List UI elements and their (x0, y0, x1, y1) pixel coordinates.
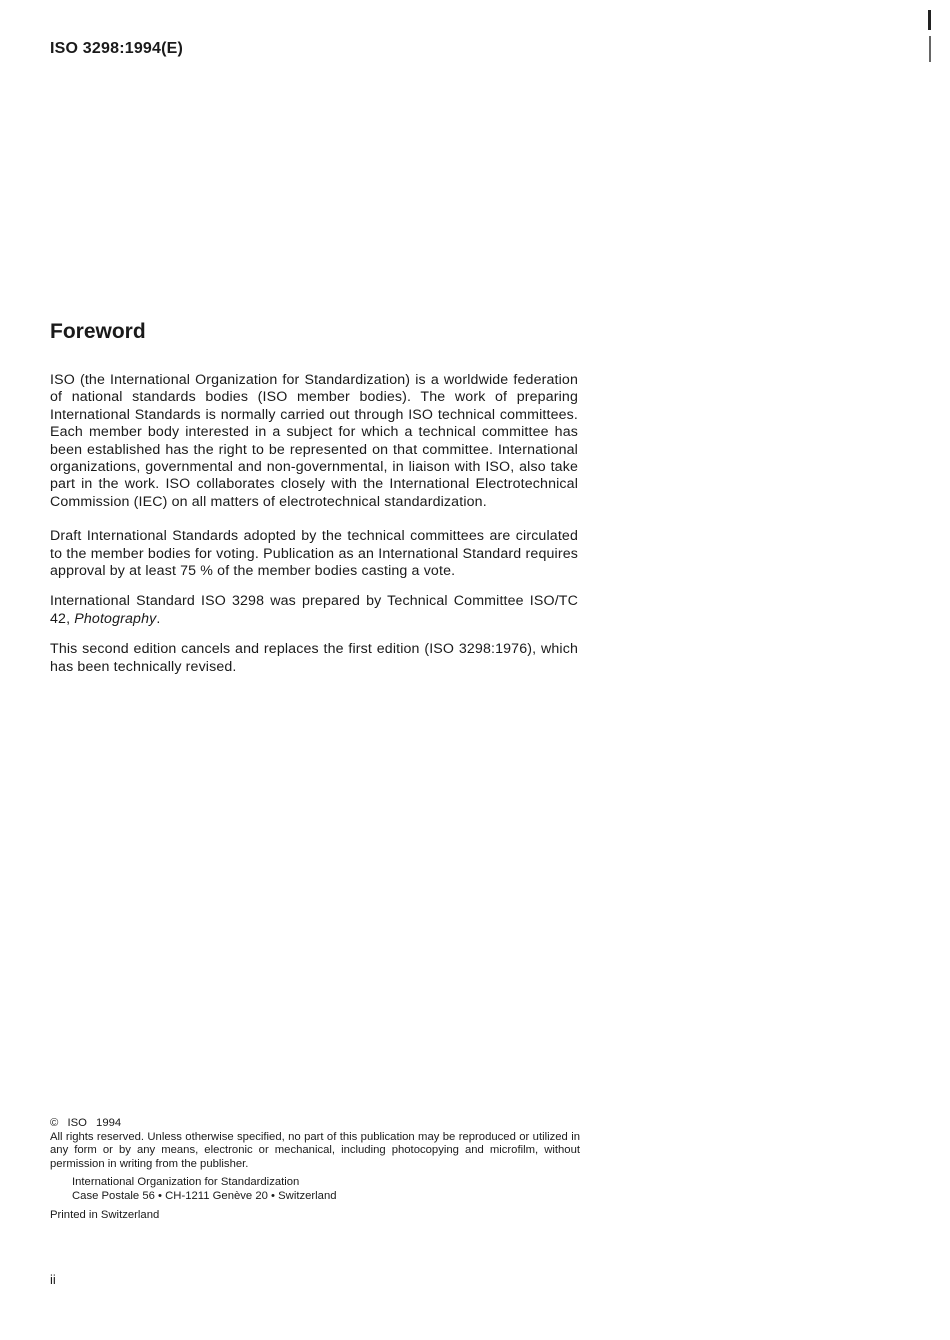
paragraph-iso-intro: ISO (the International Organization for Standardization) is a worldwide federation of national standards bodies (ISO member bodies). The work of preparing International Standards is normally carried out through ISO technical committees. Each member body interested in a subject for which a technical committee has been established has the right to be represented on that committee. International organizations, governmental and non-governmental, in liaison with ISO, also take part in the work. ISO collaborates closely with the International Electrotechnical Commission (IEC) on all matters of electrotechnical standardization. (50, 372, 578, 510)
printed-in: Printed in Switzerland (50, 1208, 160, 1221)
paragraph-prepared-by (50, 593, 578, 628)
paragraph-draft-standards: Draft International Standards adopted by the technical committees are circulated to the member bodies for voting. Publication as an International Standard requires approval by at least 75 % of the member bodies casting a vote. (50, 528, 578, 580)
publisher-address (72, 1176, 580, 1203)
committee-name: Photography (74, 610, 157, 627)
prepared-by-end: . (156, 610, 161, 627)
scan-edge-mark (928, 10, 931, 30)
scan-edge-mark-small (929, 36, 931, 62)
page-number: ii (50, 1272, 56, 1287)
org-address: Case Postale 56 • CH-1211 Genève 20 • Switzerland (72, 1189, 337, 1202)
foreword-body (50, 372, 578, 693)
org-name: International Organization for Standardization (72, 1176, 300, 1189)
paragraph-edition-note: This second edition cancels and replaces the first edition (ISO 3298:1976), which has been technically revised. (50, 641, 578, 675)
copyright-footer (50, 1117, 580, 1222)
rights-statement: All rights reserved. Unless otherwise specified, no part of this publication may be reproduced or utilized in any form or by any means, electronic or mechanical, including photocopying and microfilm, without permission in writing from the publisher. (50, 1130, 580, 1170)
document-id-header: ISO 3298:1994(E) (50, 40, 184, 57)
copyright-line: © ISO 1994 (50, 1117, 122, 1129)
page-title: Foreword (50, 320, 146, 343)
prepared-by-text: International Standard ISO 3298 was prepared by Technical Committee ISO/TC 42, (50, 593, 578, 627)
